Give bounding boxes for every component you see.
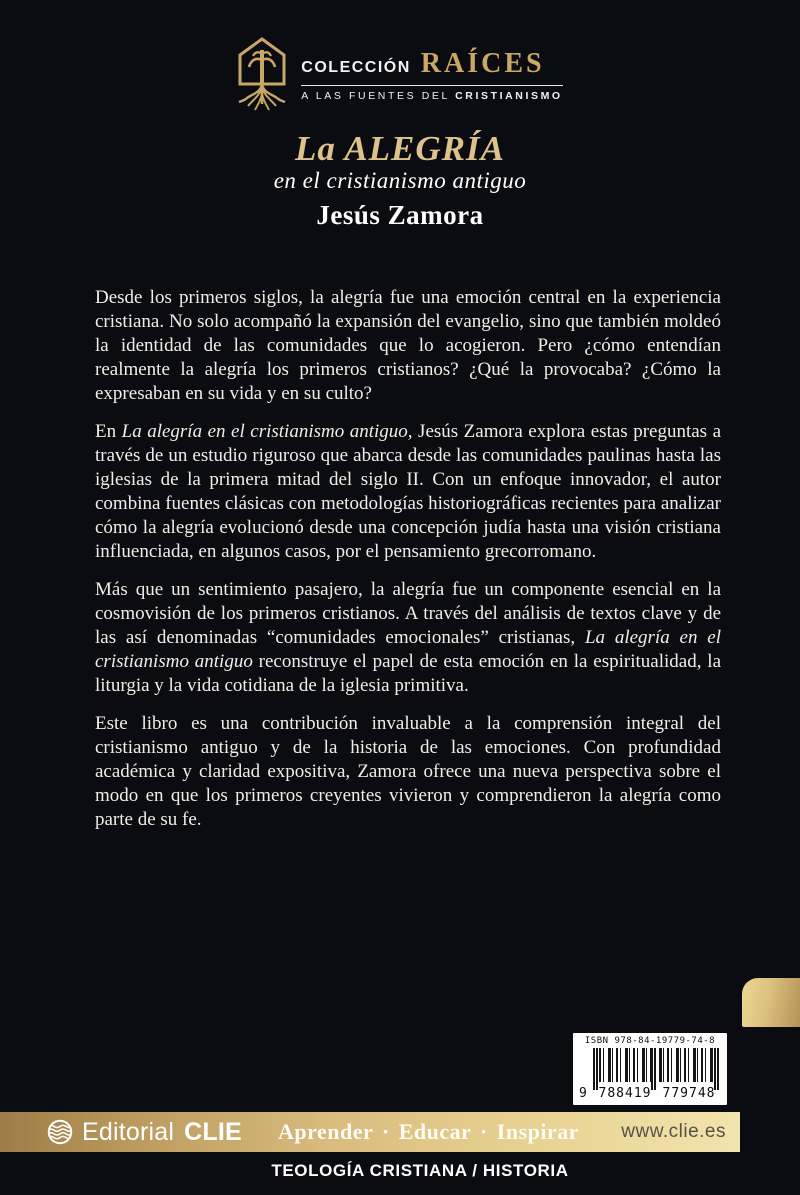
tree-house-icon — [237, 36, 287, 114]
synopsis-text: En — [95, 421, 122, 442]
book-subtitle: en el cristianismo antiguo — [273, 168, 527, 193]
gold-corner-tab — [742, 978, 800, 1027]
publisher-name-bold: CLIE — [184, 1117, 242, 1146]
isbn-barcode — [573, 1033, 727, 1105]
barcode-bars — [599, 1048, 713, 1082]
globe-icon — [46, 1118, 74, 1146]
collection-tagline — [301, 90, 562, 102]
isbn-label: ISBN 978-84-19779-74-8 — [584, 1036, 716, 1046]
collection-name-row — [301, 48, 562, 80]
publisher-motto: Aprender · Educar · Inspirar — [278, 1119, 580, 1144]
book-author: Jesús Zamora — [316, 200, 484, 230]
collection-tagline-bold: CRISTIANISMO — [455, 90, 563, 102]
barcode-guard-left — [593, 1048, 598, 1090]
ean-digit-group-2: 779748 — [662, 1086, 716, 1101]
synopsis-text: Este libro es una contribución invaluable a la comprensión integral del cristianismo antiguo y de la historia de las emociones. Con profundidad académica y claridad expositiva, Zamora ofrece una nueva perspectiva sobre el modo en que los primeros creyentes vivieron y comprendieron la alegría como parte de su fe. — [95, 713, 721, 830]
ean-digit-group-1: 788419 — [598, 1086, 652, 1101]
barcode-guard-right — [714, 1048, 719, 1090]
publisher-footer-bar — [0, 1112, 740, 1152]
publisher-logo — [46, 1112, 242, 1152]
synopsis-paragraph-2 — [95, 420, 721, 564]
collection-name: RAÍCES — [420, 48, 545, 79]
collection-label: COLECCIÓN — [301, 59, 411, 76]
publisher-website: www.clie.es — [621, 1121, 726, 1142]
synopsis-text: Más que un sentimiento pasajero, la alegría fue un componente esencial en la cosmovisión de los primeros cristianos. A través del análisis de textos clave y de las así denominadas “comunidades emocionales” cristianas, — [95, 579, 721, 648]
synopsis-paragraph-4 — [95, 712, 721, 832]
category-label: TEOLOGÍA CRISTIANA / HISTORIA — [271, 1161, 569, 1180]
collection-text — [301, 48, 562, 102]
synopsis-text: reconstruye el papel de esta emoción en la espiritualidad, la liturgia y la vida cotidiana de la iglesia primitiva. — [95, 651, 721, 696]
collection-tagline-light: A LAS FUENTES DEL — [301, 90, 456, 102]
publisher-name-light: Editorial — [82, 1117, 175, 1146]
synopsis-text: Desde los primeros siglos, la alegría fue una emoción central en la experiencia cristiana. No solo acompañó la expansión del evangelio, sino que también moldeó la identidad de las comunidades que lo acogieron. Pero ¿cómo entendían realmente la alegría los primeros cristianos? ¿Qué la provocaba? ¿Cómo la expresaban en su vida y en su culto? — [95, 287, 721, 404]
synopsis-text-italic: La alegría en el cristianismo antiguo — [95, 627, 721, 672]
collection-divider — [301, 85, 562, 86]
book-title: La ALEGRÍA — [295, 129, 505, 168]
ean-barcode — [579, 1048, 721, 1101]
synopsis-text-italic: La alegría en el cristianismo antiguo, — [121, 421, 413, 442]
collection-logo — [0, 36, 800, 114]
barcode-guard-middle — [651, 1048, 656, 1090]
synopsis-text: Jesús Zamora explora estas preguntas a través de un estudio riguroso que abarca desde las comunidades paulinas hasta las iglesias de la primera mitad del siglo II. Con un enfoque innovador, el autor combina fuentes clásicas con metodologías historiográficas recientes para analizar cómo la alegría evolucionó desde una concepción judía hasta una visión cristiana influenciada, en algunos casos, por el pensamiento grecorromano. — [95, 421, 722, 562]
synopsis-paragraph-3 — [95, 578, 721, 698]
ean-digit-lead: 9 — [579, 1086, 587, 1101]
synopsis — [95, 286, 721, 846]
ean-digits — [579, 1086, 721, 1101]
synopsis-paragraph-1 — [95, 286, 721, 406]
